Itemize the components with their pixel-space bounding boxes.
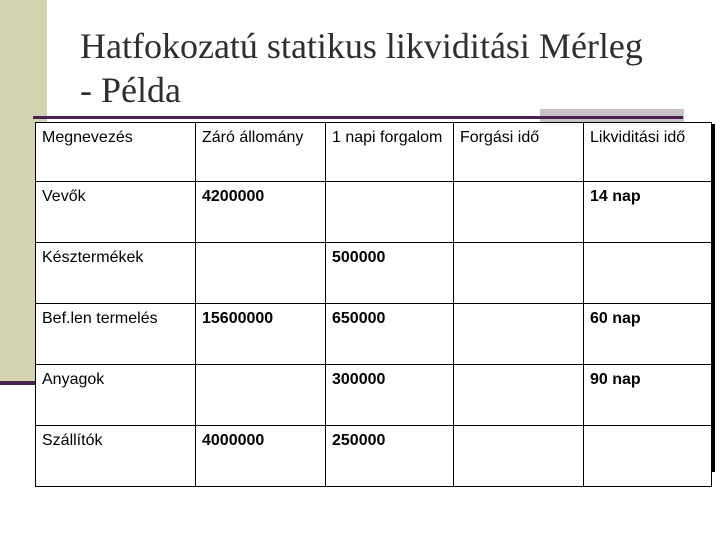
cell-zaro [196,365,326,426]
cell-likviditasi: 14 nap [584,182,712,243]
cell-forgasi [454,182,584,243]
cell-forgalom: 250000 [326,426,454,487]
header-megnevezes: Megnevezés [36,123,196,182]
cell-forgasi [454,365,584,426]
cell-name: Szállítók [36,426,196,487]
cell-forgasi [454,304,584,365]
title-underline [33,116,683,119]
slide-title-line-1: Hatfokozatú statikus likviditási Mérleg [80,26,643,66]
cell-likviditasi [584,243,712,304]
slide-title [80,24,700,112]
table-row [36,426,712,487]
table-row [36,243,712,304]
table-row [36,365,712,426]
cell-zaro: 15600000 [196,304,326,365]
cell-likviditasi: 60 nap [584,304,712,365]
cell-forgalom: 300000 [326,365,454,426]
cell-zaro: 4200000 [196,182,326,243]
cell-forgalom: 500000 [326,243,454,304]
cell-name: Késztermékek [36,243,196,304]
cell-likviditasi [584,426,712,487]
cell-forgalom [326,182,454,243]
cell-likviditasi: 90 nap [584,365,712,426]
cell-name: Vevők [36,182,196,243]
cell-forgasi [454,243,584,304]
table-header-row [36,123,712,182]
header-napi-forgalom: 1 napi forgalom [326,123,454,182]
header-forgasi-ido: Forgási idő [454,123,584,182]
cell-zaro: 4000000 [196,426,326,487]
table-row [36,304,712,365]
cell-zaro [196,243,326,304]
cell-forgalom: 650000 [326,304,454,365]
liquidity-table [35,122,712,487]
slide-title-line-2: - Példa [80,70,181,110]
cell-forgasi [454,426,584,487]
table-row [36,182,712,243]
cell-name: Anyagok [36,365,196,426]
header-zaro-allomany: Záró állomány [196,123,326,182]
cell-name: Bef.len termelés [36,304,196,365]
header-likviditasi-ido: Likviditási idő [584,123,712,182]
